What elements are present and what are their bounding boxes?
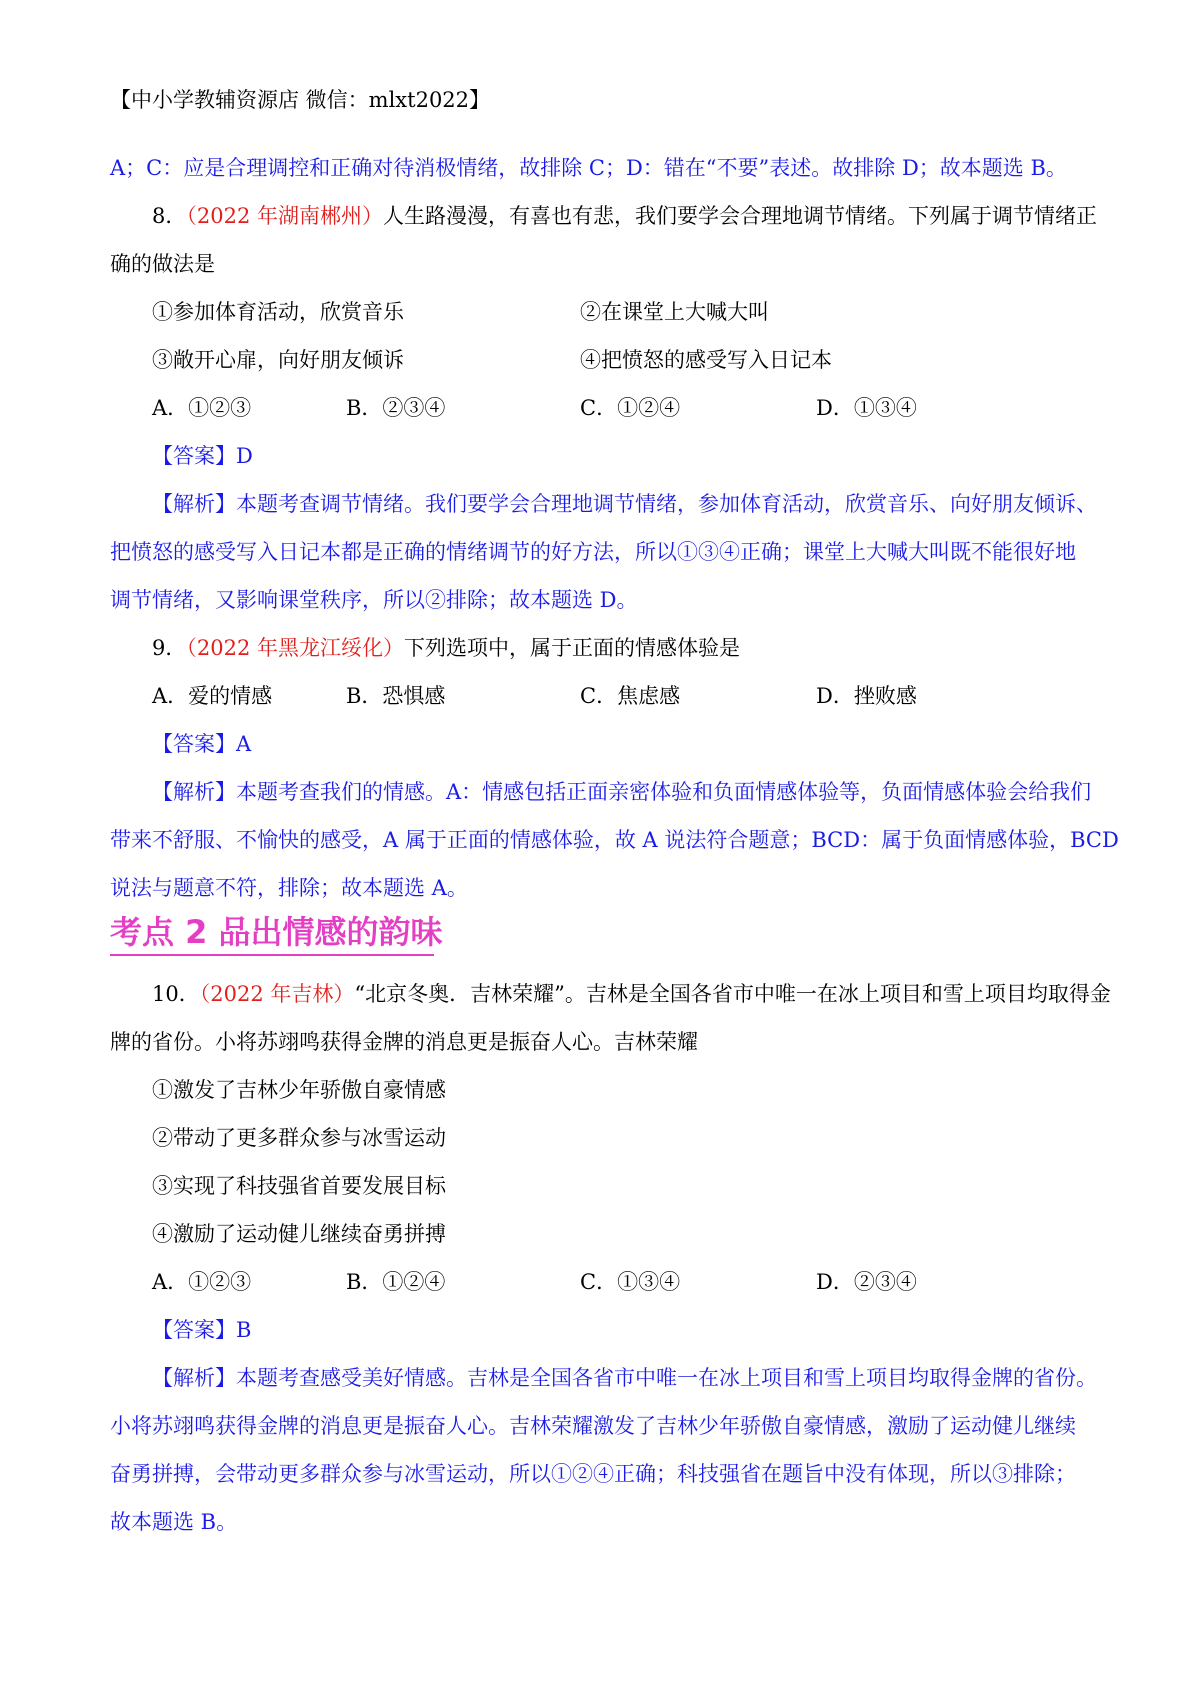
choice-option-c: C．①③④ xyxy=(580,1270,681,1294)
question-text: 下列选项中，属于正面的情感体验是 xyxy=(404,636,740,660)
question-number: 8． xyxy=(152,204,187,228)
previous-analysis-tail: A；C：应是合理调控和正确对待消极情绪，故排除 C；D：错在“不要”表述。故排除 D；故本题选 B。 xyxy=(110,156,1067,180)
choice-option-d: D．②③④ xyxy=(816,1270,917,1294)
question-8-stem-continued: 确的做法是 xyxy=(110,252,215,276)
choice-option-a: A．①②③ xyxy=(152,396,252,420)
statement-item: ①激发了吉林少年骄傲自豪情感 xyxy=(152,1078,446,1102)
analysis-line: 把愤怒的感受写入日记本都是正确的情绪调节的好方法，所以①③④正确；课堂上大喊大叫既不能很好地 xyxy=(110,540,1076,564)
question-text: 人生路漫漫，有喜也有悲，我们要学会合理地调节情绪。下列属于调节情绪正 xyxy=(383,204,1097,228)
question-source: （2022 年黑龙江绥化） xyxy=(186,636,404,660)
statement-item: ②带动了更多群众参与冰雪运动 xyxy=(152,1126,446,1150)
analysis-line: 说法与题意不符，排除；故本题选 A。 xyxy=(110,876,468,900)
statement-item: ②在课堂上大喊大叫 xyxy=(580,300,769,324)
question-10-stem xyxy=(152,980,1200,1008)
statement-item: ①参加体育活动，欣赏音乐 xyxy=(152,300,404,324)
question-9-stem xyxy=(152,634,1200,662)
analysis-line: 调节情绪，又影响课堂秩序，所以②排除；故本题选 D。 xyxy=(110,588,638,612)
choice-option-d: D．①③④ xyxy=(816,396,917,420)
analysis-line: 故本题选 B。 xyxy=(110,1510,238,1534)
statement-item: ④激励了运动健儿继续奋勇拼搏 xyxy=(152,1222,446,1246)
statement-item: ③实现了科技强省首要发展目标 xyxy=(152,1174,446,1198)
analysis-line: 奋勇拼搏，会带动更多群众参与冰雪运动，所以①②④正确；科技强省在题旨中没有体现，所以③排除； xyxy=(110,1462,1076,1486)
choice-option-b: B．恐惧感 xyxy=(346,684,446,708)
analysis-line: 【解析】本题考查调节情绪。我们要学会合理地调节情绪，参加体育活动，欣赏音乐、向好朋友倾诉、 xyxy=(152,492,1097,516)
answer-label: 【答案】A xyxy=(152,732,252,756)
question-number: 10． xyxy=(152,982,200,1006)
analysis-line: 【解析】本题考查我们的情感。A：情感包括正面亲密体验和负面情感体验等，负面情感体验会给我们 xyxy=(152,780,1092,804)
answer-label: 【答案】B xyxy=(152,1318,252,1342)
choice-option-a: A．爱的情感 xyxy=(152,684,273,708)
question-8-stem xyxy=(152,202,1200,230)
statement-item: ④把愤怒的感受写入日记本 xyxy=(580,348,832,372)
choice-option-c: C．焦虑感 xyxy=(580,684,681,708)
analysis-line: 【解析】本题考查感受美好情感。吉林是全国各省市中唯一在冰上项目和雪上项目均取得金牌的省份。 xyxy=(152,1366,1097,1390)
section-title-underline xyxy=(110,954,434,956)
header-watermark: 【中小学教辅资源店 微信：mlxt2022】 xyxy=(110,88,491,112)
question-text: “北京冬奥．吉林荣耀”。吉林是全国各省市中唯一在冰上项目和雪上项目均取得金 xyxy=(354,982,1111,1006)
choice-option-a: A．①②③ xyxy=(152,1270,252,1294)
analysis-line: 小将苏翊鸣获得金牌的消息更是振奋人心。吉林荣耀激发了吉林少年骄傲自豪情感，激励了运动健儿继续 xyxy=(110,1414,1076,1438)
choice-option-b: B．①②④ xyxy=(346,1270,446,1294)
choice-option-d: D．挫败感 xyxy=(816,684,917,708)
question-source: （2022 年吉林） xyxy=(199,982,355,1006)
answer-label: 【答案】D xyxy=(152,444,253,468)
section-title: 考点 2 品出情感的韵味 xyxy=(110,913,443,951)
question-source: （2022 年湖南郴州） xyxy=(186,204,383,228)
analysis-line: 带来不舒服、不愉快的感受，A 属于正面的情感体验，故 A 说法符合题意；BCD：属于负面情感体验，BCD xyxy=(110,828,1119,852)
question-number: 9． xyxy=(152,636,187,660)
choice-option-b: B．②③④ xyxy=(346,396,446,420)
statement-item: ③敞开心扉，向好朋友倾诉 xyxy=(152,348,404,372)
choice-option-c: C．①②④ xyxy=(580,396,681,420)
question-10-stem-continued: 牌的省份。小将苏翊鸣获得金牌的消息更是振奋人心。吉林荣耀 xyxy=(110,1030,698,1054)
